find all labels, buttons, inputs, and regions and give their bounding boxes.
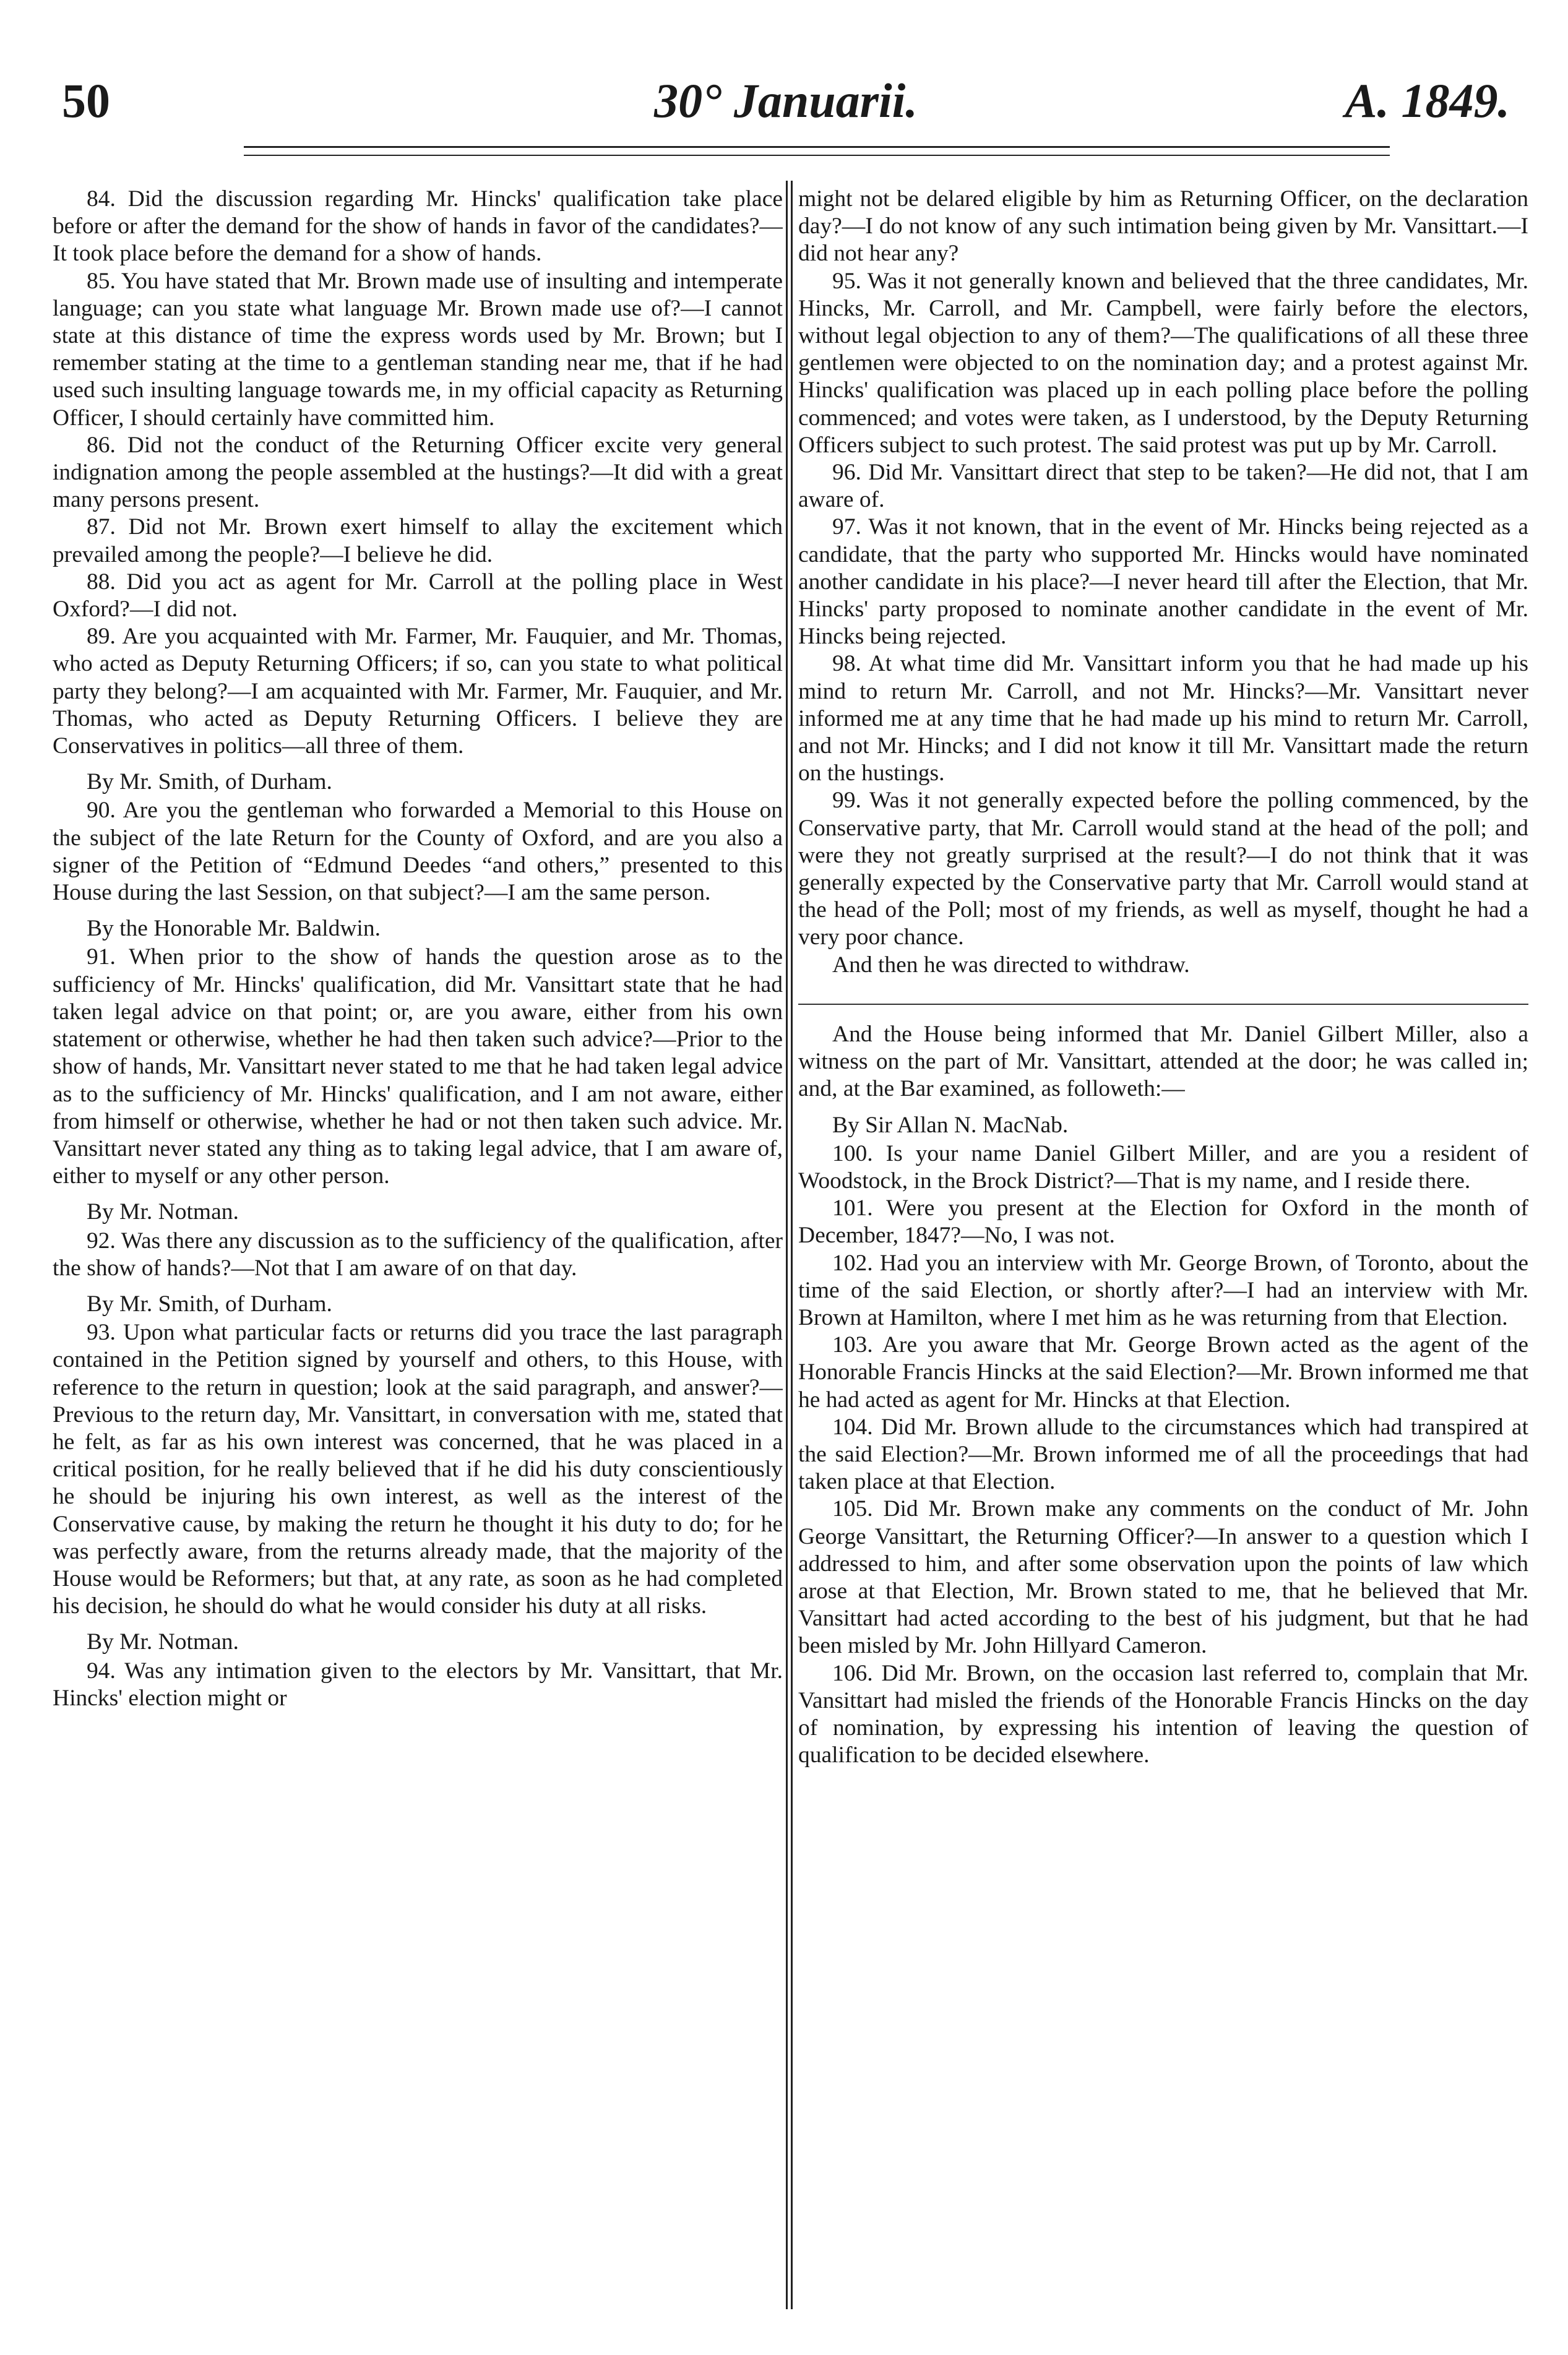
- examiner-heading: By Mr. Smith, of Durham.: [87, 1291, 332, 1317]
- page-number: 50: [62, 74, 110, 127]
- testimony-paragraph: 95. Was it not generally known and believed that the three candidates, Mr. Hincks, Mr. Carroll, and Mr. Campbell, were fairly before the electors, without legal objection to any of them?—The qualifications of all these three gentlemen were objected to on the nomination day; and a protest against Mr. Hincks' qualification was placed up in each polling place before the polling commenced; and votes were taken, as I understood, by the Deputy Returning Officers subject to such protest. The said protest was put up by Mr. Carroll.: [798, 268, 1528, 458]
- testimony-paragraph: And then he was directed to withdraw.: [832, 952, 1190, 978]
- examiner-heading: By the Honorable Mr. Baldwin.: [87, 916, 381, 942]
- testimony-paragraph: 98. At what time did Mr. Vansittart inform you that he had made up his mind to return Mr. Carroll, and not Mr. Hincks?—Mr. Vansittart never informed me at any time that he had made up his mind to return Mr. Carroll, and not Mr. Hincks; and I did not know it till Mr. Vansittart made the return on the hustings.: [798, 651, 1528, 786]
- testimony-paragraph: 84. Did the discussion regarding Mr. Hincks' qualification take place before or after the demand for the show of hands in favor of the candidates?—It took place before the demand for a show of hands.: [53, 186, 783, 267]
- section-rule: [798, 1004, 1528, 1005]
- journal-year: A. 1849.: [1345, 74, 1510, 127]
- right-column: [798, 186, 1528, 2314]
- left-column: [53, 186, 783, 2314]
- page-header: [62, 73, 1510, 141]
- column-divider-inner: [791, 181, 793, 2309]
- testimony-paragraph: 89. Are you acquainted with Mr. Farmer, Mr. Fauquier, and Mr. Thomas, who acted as Deputy Returning Officers; if so, can you state to what political party they belong?—I am acquainted with Mr. Farmer, Mr. Fauquier, and Mr. Thomas, who acted as Deputy Returning Officers. I believe they are Conservatives in politics—all three of them.: [53, 624, 783, 759]
- testimony-paragraph: 99. Was it not generally expected before the polling commenced, by the Conservative party, that Mr. Carroll would stand at the head of the poll; and were they not greatly surprised at the result?—I do not think that it was generally expected by the Conservative party that Mr. Carroll would stand at the head of the Poll; most of my friends, as well as myself, thought he had a very poor chance.: [798, 788, 1528, 950]
- testimony-paragraph: And the House being informed that Mr. Daniel Gilbert Miller, also a witness on the part of Mr. Vansittart, attended at the door; he was called in; and, at the Bar examined, as followeth:—: [798, 1021, 1528, 1102]
- journal-date: 30° Januarii.: [654, 74, 918, 127]
- testimony-paragraph: 101. Were you present at the Election for Oxford in the month of December, 1847?—No, I was not.: [798, 1195, 1528, 1249]
- examiner-heading: By Mr. Smith, of Durham.: [87, 769, 332, 795]
- testimony-paragraph: 105. Did Mr. Brown make any comments on the conduct of Mr. John George Vansittart, the Returning Officer?—In answer to a question which I addressed to him, and after some observation upon the points of law which arose at that Election, Mr. Brown stated to me, that he believed that Mr. Vansittart had acted according to the best of his judgment, but that he had been misled by Mr. John Hillyard Cameron.: [798, 1496, 1528, 1659]
- testimony-paragraph: 103. Are you aware that Mr. George Brown acted as the agent of the Honorable Francis Hincks at the said Election?—Mr. Brown informed me that he had acted as agent for Mr. Hincks at that Election.: [798, 1332, 1528, 1413]
- column-divider: [786, 181, 788, 2309]
- testimony-paragraph: 90. Are you the gentleman who forwarded a Memorial to this House on the subject of the late Return for the County of Oxford, and are you also a signer of the Petition of “Edmund Deedes “and others,” presented to this House during the last Session, on that subject?—I am the same person.: [53, 798, 783, 906]
- testimony-paragraph: might not be delared eligible by him as Returning Officer, on the declaration day?—I do not know of any such intimation being given by Mr. Vansittart.—I did not hear any?: [798, 186, 1528, 267]
- testimony-paragraph: 100. Is your name Daniel Gilbert Miller, and are you a resident of Woodstock, in the Brock District?—That is my name, and I reside there.: [798, 1140, 1528, 1194]
- examiner-heading: By Mr. Notman.: [87, 1629, 239, 1655]
- header-rule-top: [244, 146, 1390, 148]
- testimony-paragraph: 92. Was there any discussion as to the sufficiency of the qualification, after the show of hands?—Not that I am aware of on that day.: [53, 1228, 783, 1281]
- testimony-paragraph: 86. Did not the conduct of the Returning Officer excite very general indignation among the people assembled at the hustings?—It did with a great many persons present.: [53, 432, 783, 513]
- testimony-paragraph: 94. Was any intimation given to the electors by Mr. Vansittart, that Mr. Hincks' election might or: [53, 1658, 783, 1711]
- testimony-paragraph: 87. Did not Mr. Brown exert himself to allay the excitement which prevailed among the people?—I believe he did.: [53, 514, 783, 567]
- testimony-paragraph: 91. When prior to the show of hands the question arose as to the sufficiency of Mr. Hincks' qualification, did Mr. Vansittart state that he had taken legal advice on that point; or, are you aware, either from his own statement or otherwise, whether he had then taken such advice?—Prior to the show of hands, Mr. Vansittart never stated to me that he had taken legal advice as to the sufficiency of Mr. Hincks' qualification, and I am not aware, either from himself or otherwise, whether he had or not then taken such advice. Mr. Vansittart never stated any thing as to taking legal advice, that I am aware of, either to myself or any other person.: [53, 944, 783, 1189]
- testimony-paragraph: 104. Did Mr. Brown allude to the circumstances which had transpired at the said Election?—Mr. Brown informed me of all the proceedings that had taken place at that Election.: [798, 1414, 1528, 1495]
- examiner-heading: By Sir Allan N. MacNab.: [832, 1112, 1069, 1138]
- examiner-heading: By Mr. Notman.: [87, 1199, 239, 1225]
- testimony-paragraph: 96. Did Mr. Vansittart direct that step to be taken?—He did not, that I am aware of.: [798, 460, 1528, 513]
- testimony-paragraph: 106. Did Mr. Brown, on the occasion last referred to, complain that Mr. Vansittart had misled the friends of the Honorable Francis Hincks on the day of nomination, by expressing his intention of leaving the question of qualification to be decided elsewhere.: [798, 1660, 1528, 1768]
- testimony-paragraph: 97. Was it not known, that in the event of Mr. Hincks being rejected as a candidate, that the party who supported Mr. Hincks would have nominated another candidate in his place?—I never heard till after the Election, that Mr. Hincks' party proposed to nominate another candidate in the event of Mr. Hincks being rejected.: [798, 514, 1528, 650]
- testimony-paragraph: 88. Did you act as agent for Mr. Carroll at the polling place in West Oxford?—I did not.: [53, 569, 783, 622]
- testimony-paragraph: 102. Had you an interview with Mr. George Brown, of Toronto, about the time of the said Election, or shortly after?—I had an interview with Mr. Brown at Hamilton, where I met him as he was returning from that Election.: [798, 1250, 1528, 1330]
- testimony-paragraph: 85. You have stated that Mr. Brown made use of insulting and intemperate language; can you state what language Mr. Brown made use of?—I cannot state at this distance of time the express words used by Mr. Brown; but I remember stating at the time to a gentleman standing near me, that if he had used such insulting language towards me, in my official capacity as Returning Officer, I should certainly have committed him.: [53, 268, 783, 431]
- header-rule-bottom: [244, 155, 1390, 156]
- testimony-paragraph: 93. Upon what particular facts or returns did you trace the last paragraph contained in the Petition signed by yourself and others, to this House, with reference to the return in question; look at the said paragraph, and answer?—Previous to the return day, Mr. Vansittart, in conversation with me, stated that he felt, as far as his own interest was concerned, that he was placed in a critical position, for he really believed that if he did his duty conscientiously he should be injuring his own interest, as well as the interest of the Conservative cause, by making the return he thought it his duty to do; for he was perfectly aware, from the returns already made, that the majority of the House would be Reformers; but that, at any rate, as soon as he had completed his decision, he should do what he would consider his duty at all risks.: [53, 1320, 783, 1619]
